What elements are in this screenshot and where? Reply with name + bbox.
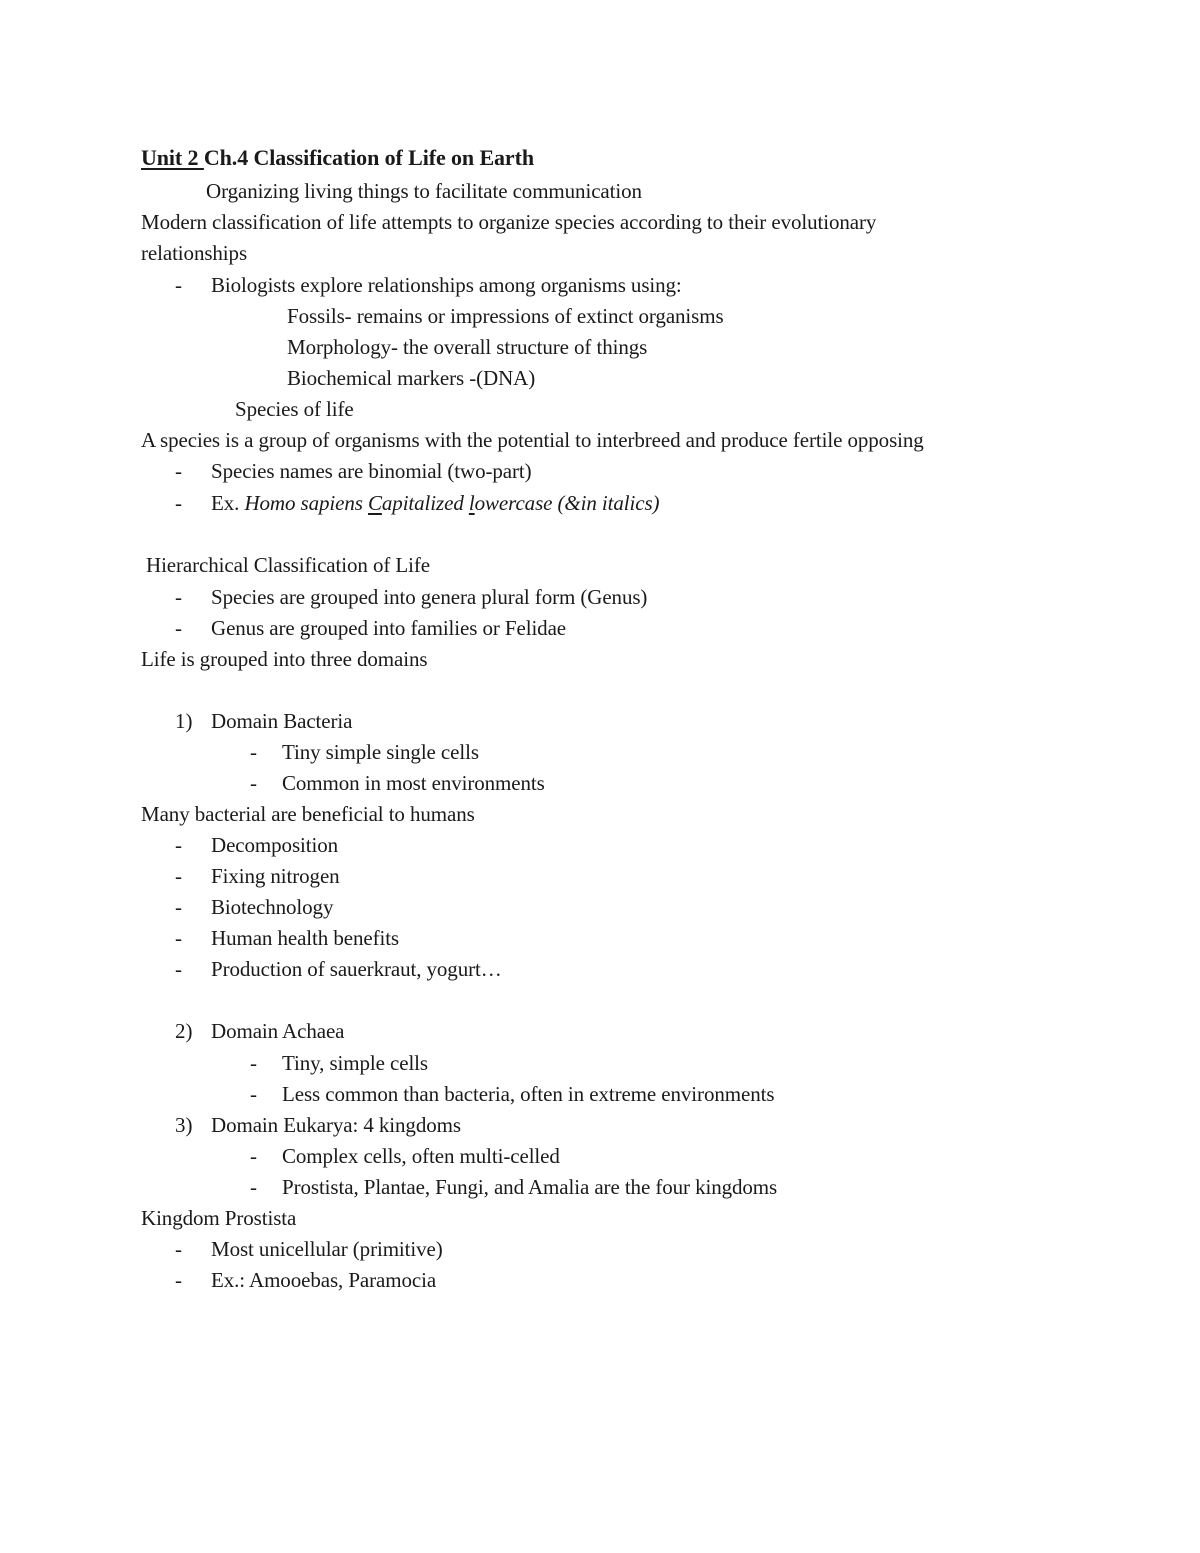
example-rest: owercase (&in italics) (474, 491, 660, 515)
list-number: 2) (175, 1019, 193, 1043)
bullet-dash: - (175, 585, 182, 609)
bullet-dash: - (175, 895, 182, 919)
list-item: Fixing nitrogen (211, 864, 340, 888)
example-capitalized: apitalized (381, 491, 469, 515)
bullet-dash: - (175, 459, 182, 483)
list-item-example (211, 490, 659, 516)
text-line: Life is grouped into three domains (141, 647, 428, 671)
list-item: Complex cells, often multi-celled (282, 1144, 560, 1168)
list-item: Human health benefits (211, 926, 400, 950)
numbered-item: Domain Achaea (211, 1019, 345, 1043)
bullet-dash: - (175, 926, 182, 950)
text-line: relationships (141, 241, 248, 265)
subtitle-line: Organizing living things to facilitate communication (206, 179, 642, 203)
list-item: Genus are grouped into families or Felidae (211, 616, 567, 640)
text-line: Modern classification of life attempts to organize species according to their evolutionary (141, 210, 877, 234)
list-item: Morphology- the overall structure of things (287, 335, 648, 359)
bullet-dash: - (175, 491, 182, 515)
example-l: l (468, 491, 475, 515)
bullet-dash: - (250, 1051, 257, 1075)
list-item: Fossils- remains or impressions of extinct organisms (287, 304, 724, 328)
bullet-dash: - (250, 1082, 257, 1106)
list-item: Tiny simple single cells (282, 740, 479, 764)
text-line: Many bacterial are beneficial to humans (141, 802, 475, 826)
document-title (141, 145, 534, 171)
bullet-dash: - (175, 1268, 182, 1292)
bullet-dash: - (175, 957, 182, 981)
section-heading: Hierarchical Classification of Life (146, 553, 430, 577)
title-rest: Ch.4 Classification of Life on Earth (203, 145, 534, 170)
title-underlined: Unit 2 (141, 145, 204, 170)
bullet-dash: - (175, 1237, 182, 1261)
bullet-dash: - (175, 616, 182, 640)
bullet-dash: - (250, 771, 257, 795)
bullet-dash: - (175, 864, 182, 888)
list-item: Tiny, simple cells (282, 1051, 428, 1075)
list-item: Biotechnology (211, 895, 334, 919)
list-item: Production of sauerkraut, yogurt… (211, 957, 502, 981)
bullet-dash: - (175, 833, 182, 857)
list-item: Common in most environments (282, 771, 545, 795)
bullet-dash: - (175, 273, 182, 297)
numbered-item: Domain Bacteria (211, 709, 353, 733)
example-c: C (367, 491, 382, 515)
list-item: Most unicellular (primitive) (211, 1237, 443, 1261)
list-item: Decomposition (211, 833, 339, 857)
list-item: Less common than bacteria, often in extreme environments (282, 1082, 775, 1106)
list-number: 3) (175, 1113, 193, 1137)
list-item: Biologists explore relationships among organisms using: (211, 273, 682, 297)
list-item: Ex.: Amooebas, Paramocia (211, 1268, 437, 1292)
bullet-dash: - (250, 740, 257, 764)
list-item: Species names are binomial (two-part) (211, 459, 532, 483)
bullet-dash: - (250, 1175, 257, 1199)
example-prefix: Ex. (211, 491, 245, 515)
text-line: A species is a group of organisms with the potential to interbreed and produce fertile opposing (141, 428, 924, 452)
bullet-dash: - (250, 1144, 257, 1168)
numbered-item: Domain Eukarya: 4 kingdoms (211, 1113, 461, 1137)
text-line: Kingdom Prostista (141, 1206, 297, 1230)
section-heading: Species of life (235, 397, 354, 421)
list-item: Prostista, Plantae, Fungi, and Amalia are the four kingdoms (282, 1175, 778, 1199)
list-item: Species are grouped into genera plural form (Genus) (211, 585, 648, 609)
list-number: 1) (175, 709, 193, 733)
list-item: Biochemical markers -(DNA) (287, 366, 536, 390)
example-name: Homo sapiens (244, 491, 368, 515)
